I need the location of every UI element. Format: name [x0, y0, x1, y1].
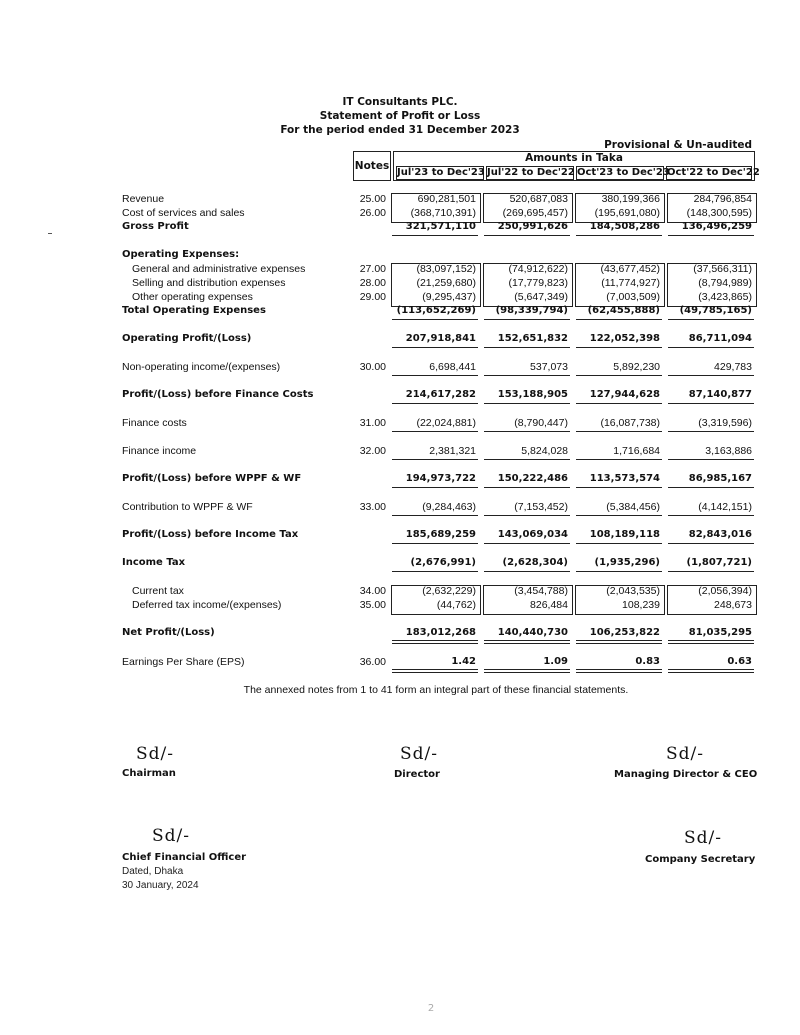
double-underline — [392, 669, 478, 673]
value-cell: 140,440,730 — [497, 627, 568, 638]
underline — [392, 431, 478, 432]
notes-label: Notes — [354, 160, 390, 172]
row-net-profit — [122, 626, 756, 640]
underline — [392, 403, 478, 404]
row-label: Selling and distribution expenses — [132, 277, 286, 289]
period-title: For the period ended 31 December 2023 — [280, 124, 520, 136]
value-cell: (269,695,457) — [502, 207, 568, 219]
value-cell: (2,056,394) — [698, 585, 752, 597]
value-cell: 183,012,268 — [405, 627, 476, 638]
underline — [484, 543, 570, 544]
value-cell: 108,239 — [622, 599, 660, 611]
underline — [576, 319, 662, 320]
row-label: Other operating expenses — [132, 291, 253, 303]
value-cell: 86,711,094 — [688, 333, 752, 344]
underline — [576, 571, 662, 572]
row-operating-profit — [122, 332, 756, 346]
value-cell: 153,188,905 — [497, 389, 568, 400]
value-cell: 152,651,832 — [497, 333, 568, 344]
role-director: Director — [394, 769, 440, 780]
row-note: 27.00 — [359, 263, 386, 275]
row-profit-before-finance-costs — [122, 388, 756, 402]
company-name: IT Consultants PLC. — [342, 96, 458, 108]
underline — [484, 347, 570, 348]
role-company-secretary: Company Secretary — [645, 854, 756, 865]
annexed-notes-footnote: The annexed notes from 1 to 41 form an integral part of these financial statements. — [243, 684, 629, 696]
row-label: Finance income — [122, 445, 197, 457]
underline — [484, 235, 570, 236]
signing-place: Dated, Dhaka — [122, 866, 184, 877]
signature-cfo: Sd/- — [152, 826, 190, 846]
value-cell: (2,676,991) — [410, 557, 476, 568]
double-underline — [576, 640, 662, 644]
value-cell: (2,632,229) — [422, 585, 476, 597]
row-label: Profit/(Loss) before WPPF & WF — [122, 473, 302, 484]
underline — [576, 543, 662, 544]
row-non-operating-income — [122, 360, 756, 374]
row-cost-of-services — [122, 206, 756, 220]
value-cell: 5,824,028 — [521, 445, 568, 457]
value-cell: (37,566,311) — [693, 263, 752, 275]
value-cell: (8,790,447) — [514, 417, 568, 429]
col-header-period-3: Oct'23 to Dec'23 — [577, 167, 670, 178]
page-number: 2 — [427, 1003, 435, 1014]
double-underline — [484, 669, 570, 673]
underline — [484, 459, 570, 460]
underline — [576, 487, 662, 488]
row-label: Net Profit/(Loss) — [122, 627, 215, 638]
row-label: Earnings Per Share (EPS) — [122, 656, 245, 668]
value-cell: (44,762) — [436, 599, 476, 611]
row-note: 32.00 — [359, 445, 386, 457]
signature-chairman: Sd/- — [136, 744, 174, 764]
value-cell: 136,496,259 — [681, 221, 752, 232]
value-cell: 113,573,574 — [589, 473, 660, 484]
underline — [668, 347, 754, 348]
underline — [576, 515, 662, 516]
underline — [392, 235, 478, 236]
col-header-period-2: Jul'22 to Dec'22 — [487, 167, 575, 178]
row-label: Income Tax — [122, 557, 186, 568]
row-label: Gross Profit — [122, 221, 189, 232]
underline — [576, 403, 662, 404]
value-cell: 81,035,295 — [688, 627, 752, 638]
value-cell: (2,628,304) — [502, 557, 568, 568]
underline — [668, 375, 754, 376]
value-cell: 5,892,230 — [613, 361, 660, 373]
underline — [392, 543, 478, 544]
role-chairman: Chairman — [122, 768, 176, 779]
row-label: Operating Profit/(Loss) — [122, 333, 252, 344]
underline — [392, 571, 478, 572]
value-cell: (17,779,823) — [508, 277, 568, 289]
row-gross-profit — [122, 220, 756, 234]
underline — [484, 515, 570, 516]
amounts-header — [393, 151, 760, 181]
value-cell: 284,796,854 — [693, 193, 752, 205]
value-cell: (3,423,865) — [698, 291, 752, 303]
row-deferred-tax — [122, 598, 756, 612]
double-underline — [484, 640, 570, 644]
value-cell: 185,689,259 — [405, 529, 476, 540]
notes-column-header — [353, 151, 391, 181]
value-cell: (1,807,721) — [686, 557, 752, 568]
value-cell: (62,455,888) — [587, 305, 660, 316]
underline — [576, 375, 662, 376]
underline — [484, 487, 570, 488]
row-label: Contribution to WPPF & WF — [122, 501, 253, 513]
signature-director: Sd/- — [400, 744, 438, 764]
row-label: Non-operating income/(expenses) — [122, 361, 281, 373]
value-cell: 826,484 — [530, 599, 568, 611]
underline — [576, 431, 662, 432]
double-underline — [392, 640, 478, 644]
row-current-tax — [122, 584, 756, 598]
double-underline — [668, 669, 754, 673]
value-cell: (7,003,509) — [606, 291, 660, 303]
row-label: Profit/(Loss) before Finance Costs — [122, 389, 314, 400]
value-cell: (21,259,680) — [416, 277, 476, 289]
value-cell: 1,716,684 — [613, 445, 660, 457]
value-cell: 214,617,282 — [405, 389, 476, 400]
underline — [668, 235, 754, 236]
value-cell: (3,319,596) — [698, 417, 752, 429]
underline — [668, 459, 754, 460]
row-general-admin-expenses — [122, 262, 756, 276]
row-label: General and administrative expenses — [132, 263, 306, 275]
value-cell: (368,710,391) — [410, 207, 476, 219]
value-cell: (1,935,296) — [594, 557, 660, 568]
row-note: 26.00 — [359, 207, 386, 219]
value-cell: 106,253,822 — [589, 627, 660, 638]
row-income-tax — [122, 556, 756, 570]
row-finance-costs — [122, 416, 756, 430]
value-cell: 184,508,286 — [589, 221, 660, 232]
row-note: 31.00 — [359, 417, 386, 429]
value-cell: (9,295,437) — [422, 291, 476, 303]
value-cell: 0.83 — [635, 656, 660, 667]
underline — [668, 403, 754, 404]
underline — [668, 515, 754, 516]
value-cell: 150,222,486 — [497, 473, 568, 484]
double-underline — [668, 640, 754, 644]
underline — [668, 319, 754, 320]
col-header-period-4: Oct'22 to Dec'22 — [667, 167, 760, 178]
value-cell: 1.42 — [451, 656, 476, 667]
value-cell: 86,985,167 — [688, 473, 752, 484]
row-profit-before-wppf — [122, 472, 756, 486]
value-cell: 1.09 — [543, 656, 568, 667]
underline — [392, 375, 478, 376]
value-cell: (2,043,535) — [606, 585, 660, 597]
value-cell: (8,794,989) — [698, 277, 752, 289]
row-label: Revenue — [122, 193, 165, 205]
row-note: 35.00 — [359, 599, 386, 611]
row-label: Profit/(Loss) before Income Tax — [122, 529, 299, 540]
value-cell: (7,153,452) — [514, 501, 568, 513]
underline — [484, 403, 570, 404]
value-cell: 108,189,118 — [589, 529, 660, 540]
row-label: Cost of services and sales — [122, 207, 245, 219]
underline — [668, 487, 754, 488]
underline — [392, 319, 478, 320]
value-cell: 6,698,441 — [429, 361, 476, 373]
value-cell: 429,783 — [714, 361, 752, 373]
underline — [576, 235, 662, 236]
underline — [392, 515, 478, 516]
row-note: 34.00 — [359, 585, 386, 597]
amounts-in-taka-label: Amounts in Taka — [525, 152, 623, 164]
signature-md-ceo: Sd/- — [666, 744, 704, 764]
value-cell: 250,991,626 — [497, 221, 568, 232]
row-note: 29.00 — [359, 291, 386, 303]
value-cell: (98,339,794) — [495, 305, 568, 316]
row-operating-expenses-heading — [122, 248, 756, 262]
row-note: 33.00 — [359, 501, 386, 513]
value-cell: 248,673 — [714, 599, 752, 611]
row-contribution-wppf — [122, 500, 756, 514]
underline — [392, 487, 478, 488]
value-cell: (22,024,881) — [416, 417, 476, 429]
row-note: 28.00 — [359, 277, 386, 289]
underline — [484, 319, 570, 320]
double-underline — [576, 669, 662, 673]
col-header-period-1: Jul'23 to Dec'23 — [397, 167, 485, 178]
value-cell: 207,918,841 — [405, 333, 476, 344]
row-revenue — [122, 192, 756, 206]
value-cell: (3,454,788) — [514, 585, 568, 597]
value-cell: 143,069,034 — [497, 529, 568, 540]
role-md-ceo: Managing Director & CEO — [614, 769, 758, 780]
value-cell: (11,774,927) — [601, 277, 660, 289]
value-cell: 122,052,398 — [589, 333, 660, 344]
role-cfo: Chief Financial Officer — [122, 852, 247, 863]
value-cell: (113,652,269) — [396, 305, 476, 316]
row-label: Deferred tax income/(expenses) — [132, 599, 282, 611]
underline — [668, 431, 754, 432]
underline — [668, 543, 754, 544]
value-cell: 380,199,366 — [601, 193, 660, 205]
value-cell: (74,912,622) — [508, 263, 568, 275]
row-selling-distribution-expenses — [122, 276, 756, 290]
section-heading: Operating Expenses: — [122, 249, 240, 260]
value-cell: 520,687,083 — [509, 193, 568, 205]
row-other-operating-expenses — [122, 290, 756, 304]
value-cell: 82,843,016 — [688, 529, 752, 540]
value-cell: 537,073 — [530, 361, 568, 373]
underline — [392, 459, 478, 460]
value-cell: 690,281,501 — [417, 193, 476, 205]
row-label: Current tax — [132, 585, 184, 597]
row-finance-income — [122, 444, 756, 458]
value-cell: 3,163,886 — [705, 445, 752, 457]
underline — [392, 347, 478, 348]
value-cell: 87,140,877 — [688, 389, 752, 400]
row-note: 30.00 — [359, 361, 386, 373]
value-cell: 0.63 — [727, 656, 752, 667]
value-cell: (4,142,151) — [698, 501, 752, 513]
value-cell: (83,097,152) — [416, 263, 476, 275]
audit-status: Provisional & Un-audited — [604, 139, 752, 151]
signature-company-secretary: Sd/- — [684, 828, 722, 848]
row-profit-before-income-tax — [122, 528, 756, 542]
value-cell: (43,677,452) — [600, 263, 660, 275]
underline — [576, 347, 662, 348]
underline — [576, 459, 662, 460]
value-cell: 194,973,722 — [405, 473, 476, 484]
value-cell: (49,785,165) — [679, 305, 752, 316]
row-label: Finance costs — [122, 417, 187, 429]
value-cell: 321,571,110 — [405, 221, 476, 232]
value-cell: 127,944,628 — [589, 389, 660, 400]
underline — [484, 571, 570, 572]
scan-mark — [48, 233, 52, 234]
value-cell: (9,284,463) — [422, 501, 476, 513]
value-cell: (16,087,738) — [600, 417, 660, 429]
statement-title: Statement of Profit or Loss — [319, 110, 481, 122]
row-label: Total Operating Expenses — [122, 305, 266, 316]
value-cell: (5,647,349) — [514, 291, 568, 303]
signing-date: 30 January, 2024 — [122, 880, 199, 891]
underline — [484, 375, 570, 376]
underline — [484, 431, 570, 432]
value-cell: (5,384,456) — [606, 501, 660, 513]
value-cell: 2,381,321 — [429, 445, 476, 457]
row-total-operating-expenses — [122, 304, 756, 318]
row-note: 36.00 — [359, 656, 386, 668]
underline — [668, 571, 754, 572]
row-eps — [122, 655, 756, 669]
row-note: 25.00 — [359, 193, 386, 205]
value-cell: (148,300,595) — [686, 207, 752, 219]
value-cell: (195,691,080) — [594, 207, 660, 219]
